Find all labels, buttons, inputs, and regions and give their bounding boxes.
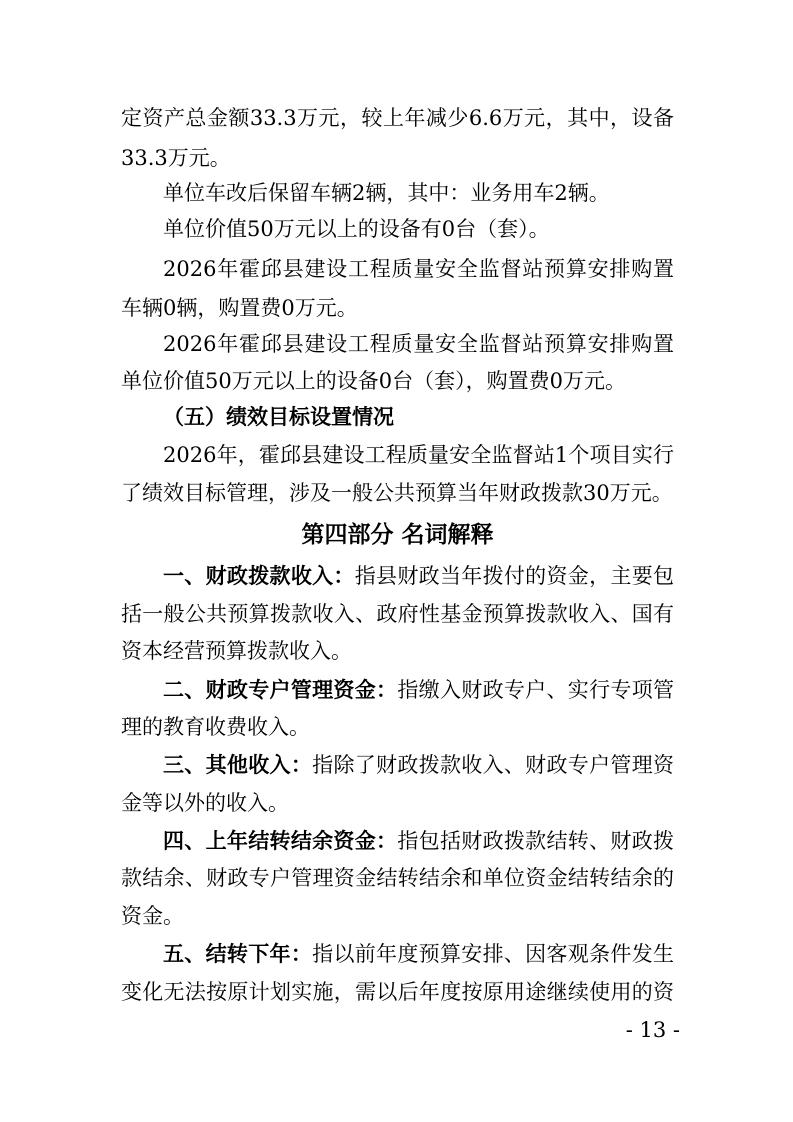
definition-text: 指除了财政拨款收入、财政专户管理资	[312, 753, 675, 777]
definition-line	[163, 675, 674, 705]
page-number: - 13 -	[625, 1018, 680, 1042]
definition-line: 金等以外的收入。	[121, 791, 289, 815]
definition-line: 资金。	[121, 904, 184, 928]
paragraph-line: 定资产总金额33.3万元，较上年减少6.6万元，其中，设备	[121, 106, 674, 130]
paragraph-line: 33.3万元。	[121, 146, 231, 170]
definition-text: 指包括财政拨款结转、财政拨	[397, 829, 675, 853]
section-heading: （五）绩效目标设置情况	[163, 405, 394, 429]
definition-line	[163, 939, 674, 969]
definition-term: 二、财政专户管理资金：	[163, 678, 398, 702]
definition-term: 一、财政拨款收入：	[163, 564, 355, 588]
paragraph-line: 2026年霍邱县建设工程质量安全监督站预算安排购置	[163, 257, 674, 281]
definition-line	[163, 826, 674, 856]
paragraph-line: 单位车改后保留车辆2辆，其中：业务用车2辆。	[163, 181, 610, 205]
definition-line: 理的教育收费收入。	[121, 715, 310, 739]
part-title: 第四部分 名词解释	[301, 522, 494, 548]
definition-line	[163, 750, 674, 780]
definition-term: 四、上年结转结余资金：	[163, 829, 398, 853]
definition-line: 款结余、财政专户管理资金结转结余和单位资金结转结余的	[121, 866, 674, 890]
definition-line: 资本经营预算拨款收入。	[121, 639, 352, 663]
definition-text: 指县财政当年拨付的资金，主要包	[354, 564, 675, 588]
definition-term: 三、其他收入：	[163, 753, 313, 777]
definition-text: 指缴入财政专户、实行专项管	[397, 678, 675, 702]
paragraph-line: 2026年霍邱县建设工程质量安全监督站预算安排购置	[163, 332, 674, 356]
paragraph-line: 2026年，霍邱县建设工程质量安全监督站1个项目实行	[163, 443, 674, 467]
paragraph-line: 了绩效目标管理，涉及一般公共预算当年财政拨款30万元。	[121, 481, 673, 505]
definition-line: 变化无法按原计划实施，需以后年度按原用途继续使用的资	[121, 980, 674, 1004]
definition-line: 括一般公共预算拨款收入、政府性基金预算拨款收入、国有	[121, 602, 674, 626]
paragraph-line: 单位价值50万元以上的设备0台（套），购置费0万元。	[121, 369, 626, 393]
paragraph-line: 车辆0辆，购置费0万元。	[121, 296, 358, 320]
definition-term: 五、结转下年：	[163, 942, 313, 966]
paragraph-line: 单位价值50万元以上的设备有0台（套）。	[163, 217, 550, 241]
definition-line	[163, 561, 674, 591]
definition-text: 指以前年度预算安排、因客观条件发生	[312, 942, 675, 966]
